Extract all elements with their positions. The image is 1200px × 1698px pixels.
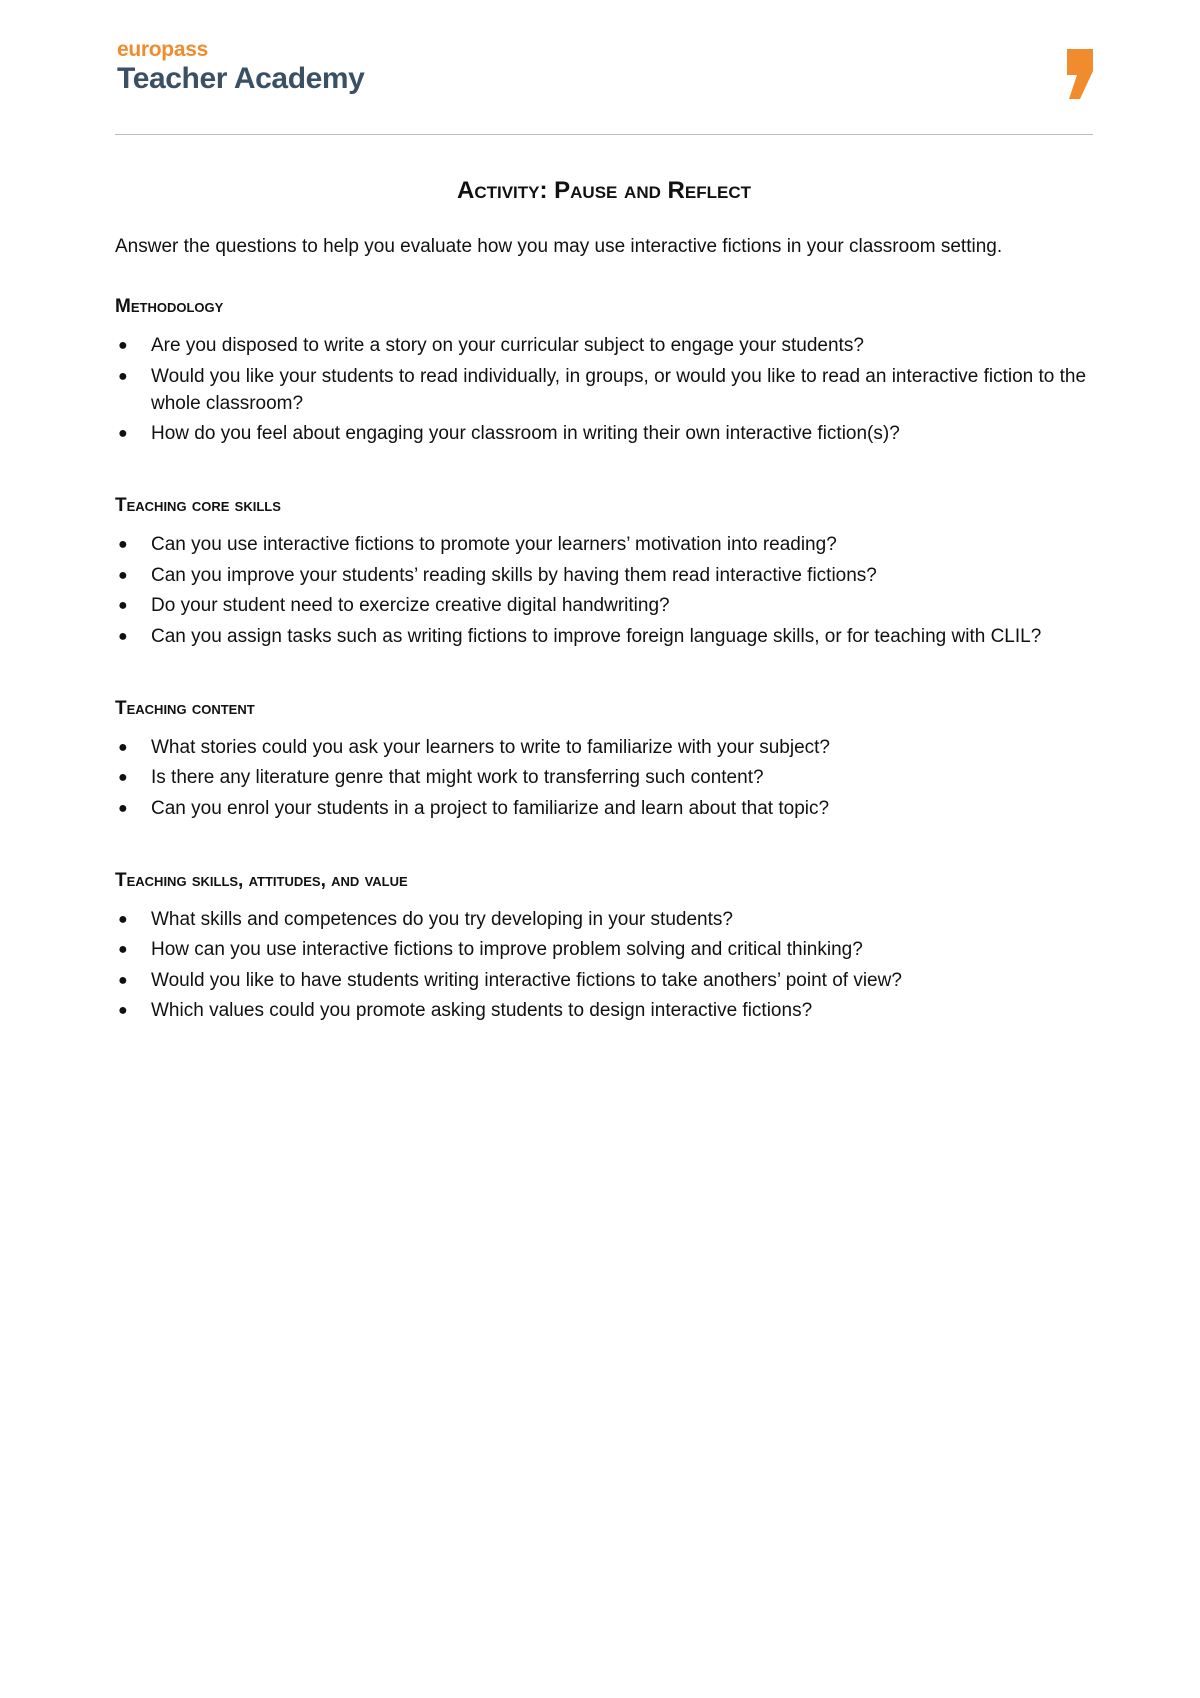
question-text: Would you like your students to read individually, in groups, or would you like to read an interactive fiction to the whole classroom? [151, 365, 1087, 414]
list-item [115, 906, 1093, 933]
bullet-icon: ● [118, 425, 128, 442]
list-item [115, 623, 1093, 650]
list-item [115, 531, 1093, 558]
question-text: Which values could you promote asking students to design interactive fictions? [151, 1000, 813, 1021]
bullet-icon: ● [118, 597, 128, 614]
europass-teacher-academy-logo [117, 38, 364, 96]
logo-product-text: Teacher Academy [117, 62, 365, 95]
bullet-icon: ● [118, 971, 128, 989]
list-item [115, 936, 1093, 963]
question-text: Can you assign tasks such as writing fictions to improve foreign language skills, or for teaching with CLIL? [151, 625, 1042, 647]
bullet-icon: ● [118, 799, 128, 817]
list-item [115, 420, 1093, 447]
bullet-icon: ● [118, 337, 128, 354]
document-content [115, 176, 1093, 1070]
question-text: What skills and competences do you try developing in your students? [151, 908, 733, 930]
sections-container [115, 294, 1093, 1024]
bullet-icon: ● [118, 910, 128, 928]
intro-text: Answer the questions to help you evaluate how you may use interactive fictions in your classroom setting. [115, 236, 1003, 257]
question-text: How do you feel about engaging your classroom in writing their own interactive fiction(s)? [151, 423, 900, 444]
question-list [115, 332, 1093, 447]
question-text: Can you use interactive fictions to promote your learners’ motivation into reading? [151, 534, 837, 555]
list-item [115, 795, 1093, 822]
question-text: What stories could you ask your learners to write to familiarize with your subject? [151, 736, 830, 758]
question-text: Can you improve your students’ reading skills by having them read interactive fictions? [151, 564, 877, 586]
list-item [115, 562, 1093, 589]
list-item [115, 332, 1093, 359]
question-list [115, 531, 1093, 650]
bullet-icon: ● [118, 627, 128, 645]
section-heading: Methodology [115, 296, 224, 317]
bullet-icon: ● [118, 738, 128, 756]
list-item [115, 363, 1093, 417]
question-text: Do your student need to exercize creative digital handwriting? [151, 595, 670, 616]
bullet-icon: ● [118, 536, 128, 553]
list-item [115, 997, 1093, 1024]
list-item [115, 734, 1093, 761]
bullet-icon: ● [118, 367, 128, 385]
europass-comma-mark-icon [1063, 49, 1093, 99]
question-text: Can you enrol your students in a project to familiarize and learn about that topic? [151, 797, 830, 819]
list-item [115, 967, 1093, 994]
question-text: Would you like to have students writing interactive fictions to take anothers’ point of view? [151, 969, 902, 991]
section-heading: Teaching content [115, 697, 255, 719]
question-text: Are you disposed to write a story on your curricular subject to engage your students? [151, 335, 864, 356]
list-item [115, 764, 1093, 791]
question-text: How can you use interactive fictions to improve problem solving and critical thinking? [151, 939, 863, 960]
logo-brand-text: europass [117, 38, 208, 61]
question-list [115, 734, 1093, 822]
bullet-icon: ● [118, 566, 128, 584]
bullet-icon: ● [118, 1002, 128, 1019]
section-heading: Teaching skills, attitudes, and value [115, 869, 408, 891]
bullet-icon: ● [118, 941, 128, 958]
question-text: Is there any literature genre that might work to transferring such content? [151, 767, 764, 788]
list-item [115, 592, 1093, 619]
bullet-icon: ● [118, 769, 128, 786]
section-heading: Teaching core skills [115, 495, 281, 516]
header-divider [115, 134, 1093, 135]
page-title: Activity: Pause and Reflect [456, 177, 751, 204]
question-list [115, 906, 1093, 1025]
